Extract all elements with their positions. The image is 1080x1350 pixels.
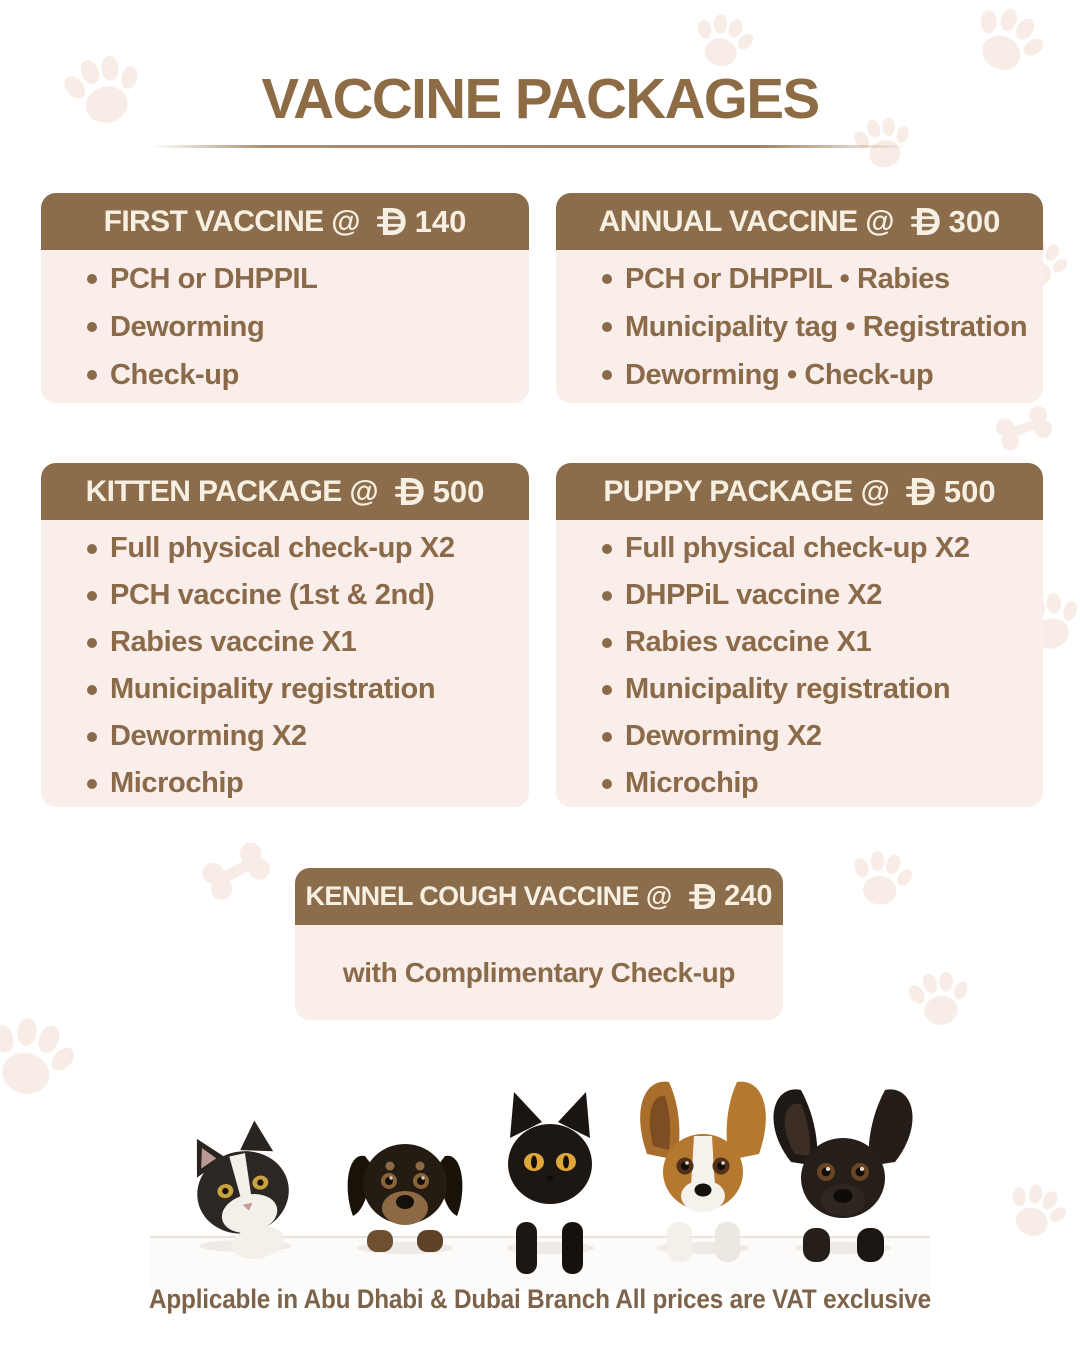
list-item — [87, 760, 519, 807]
benefits-list — [602, 255, 1033, 399]
list-item-text: Microchip — [110, 767, 244, 799]
card-body — [41, 520, 529, 807]
card-header — [41, 463, 529, 520]
card-title: KENNEL COUGH VACCINE @ — [305, 881, 672, 911]
card-body — [556, 520, 1043, 807]
card-price: 300 — [948, 203, 1001, 239]
bullet-dot-icon — [87, 591, 97, 601]
list-item — [87, 255, 519, 303]
card-price: 500 — [432, 473, 485, 509]
list-item-text: Municipality registration — [625, 673, 951, 705]
list-item-text: PCH or DHPPIL • Rabies — [625, 262, 950, 295]
benefits-list — [87, 525, 519, 807]
card-header — [41, 193, 529, 250]
bullet-dot-icon — [602, 591, 612, 601]
dirham-symbol-icon — [377, 208, 406, 235]
pets-photo — [150, 1052, 930, 1292]
list-item — [602, 760, 1033, 807]
card-title: ANNUAL VACCINE @ — [598, 204, 894, 238]
list-item-text: PCH vaccine (1st & 2nd) — [110, 579, 435, 611]
bullet-dot-icon — [87, 638, 97, 648]
list-item-text: Deworming • Check-up — [625, 358, 934, 391]
card-title: FIRST VACCINE @ — [103, 204, 360, 238]
kennel-note-text: with Complimentary Check-up — [342, 956, 736, 988]
bullet-dot-icon — [602, 544, 612, 554]
bullet-dot-icon — [87, 274, 97, 284]
bullet-dot-icon — [87, 370, 97, 380]
list-item — [602, 351, 1033, 399]
list-item — [602, 303, 1033, 351]
list-item — [87, 303, 519, 351]
kennel-cough-card — [295, 868, 783, 1020]
card-header — [556, 193, 1043, 250]
list-item-text: Deworming X2 — [625, 720, 822, 752]
list-item — [602, 525, 1033, 572]
list-item-text: DHPPiL vaccine X2 — [625, 579, 883, 611]
disclaimer-text: Applicable in Abu Dhabi & Dubai Branch All prices are VAT exclusive — [149, 1284, 931, 1314]
dirham-symbol-icon — [395, 478, 424, 505]
card-body — [556, 250, 1043, 403]
list-item — [87, 713, 519, 760]
dirham-symbol-icon — [906, 478, 935, 505]
card-body — [295, 925, 783, 1020]
list-item-text: Check-up — [110, 358, 239, 391]
list-item-text: Rabies vaccine X1 — [625, 626, 872, 658]
card-price: 240 — [724, 880, 773, 912]
card-price: 500 — [943, 473, 996, 509]
card-body — [41, 250, 529, 403]
dirham-symbol-icon — [689, 884, 716, 909]
list-item — [87, 351, 519, 399]
card-title: KITTEN PACKAGE @ — [85, 474, 378, 508]
card-title: PUPPY PACKAGE @ — [603, 474, 890, 508]
list-item-text: Municipality registration — [110, 673, 436, 705]
page-title: VACCINE PACKAGES — [261, 67, 819, 131]
title-divider-line — [152, 145, 908, 148]
puppy-package-card — [556, 463, 1043, 807]
list-item-text: Microchip — [625, 767, 759, 799]
bullet-dot-icon — [87, 685, 97, 695]
bullet-dot-icon — [602, 779, 612, 789]
card-header — [556, 463, 1043, 520]
bullet-dot-icon — [602, 274, 612, 284]
list-item — [602, 713, 1033, 760]
bullet-dot-icon — [602, 638, 612, 648]
list-item-text: Rabies vaccine X1 — [110, 626, 357, 658]
list-item — [602, 572, 1033, 619]
benefits-list — [87, 255, 519, 399]
list-item-text: Municipality tag • Registration — [625, 310, 1028, 343]
list-item — [87, 666, 519, 713]
first-vaccine-card — [41, 193, 529, 403]
bullet-dot-icon — [602, 732, 612, 742]
list-item — [602, 666, 1033, 713]
bullet-dot-icon — [87, 779, 97, 789]
bullet-dot-icon — [602, 370, 612, 380]
benefits-list — [602, 525, 1033, 807]
bullet-dot-icon — [87, 732, 97, 742]
list-item — [87, 619, 519, 666]
list-item-text: Deworming — [110, 310, 265, 343]
list-item — [87, 572, 519, 619]
kitten-package-card — [41, 463, 529, 807]
card-price: 140 — [414, 203, 467, 239]
list-item — [602, 619, 1033, 666]
bullet-dot-icon — [602, 685, 612, 695]
bullet-dot-icon — [602, 322, 612, 332]
annual-vaccine-card — [556, 193, 1043, 403]
bullet-dot-icon — [87, 544, 97, 554]
list-item-text: PCH or DHPPIL — [110, 262, 318, 295]
list-item — [87, 525, 519, 572]
bullet-dot-icon — [87, 322, 97, 332]
list-item-text: Full physical check-up X2 — [625, 532, 970, 564]
card-header — [295, 868, 783, 925]
list-item-text: Deworming X2 — [110, 720, 307, 752]
list-item — [602, 255, 1033, 303]
dirham-symbol-icon — [911, 208, 940, 235]
list-item-text: Full physical check-up X2 — [110, 532, 455, 564]
